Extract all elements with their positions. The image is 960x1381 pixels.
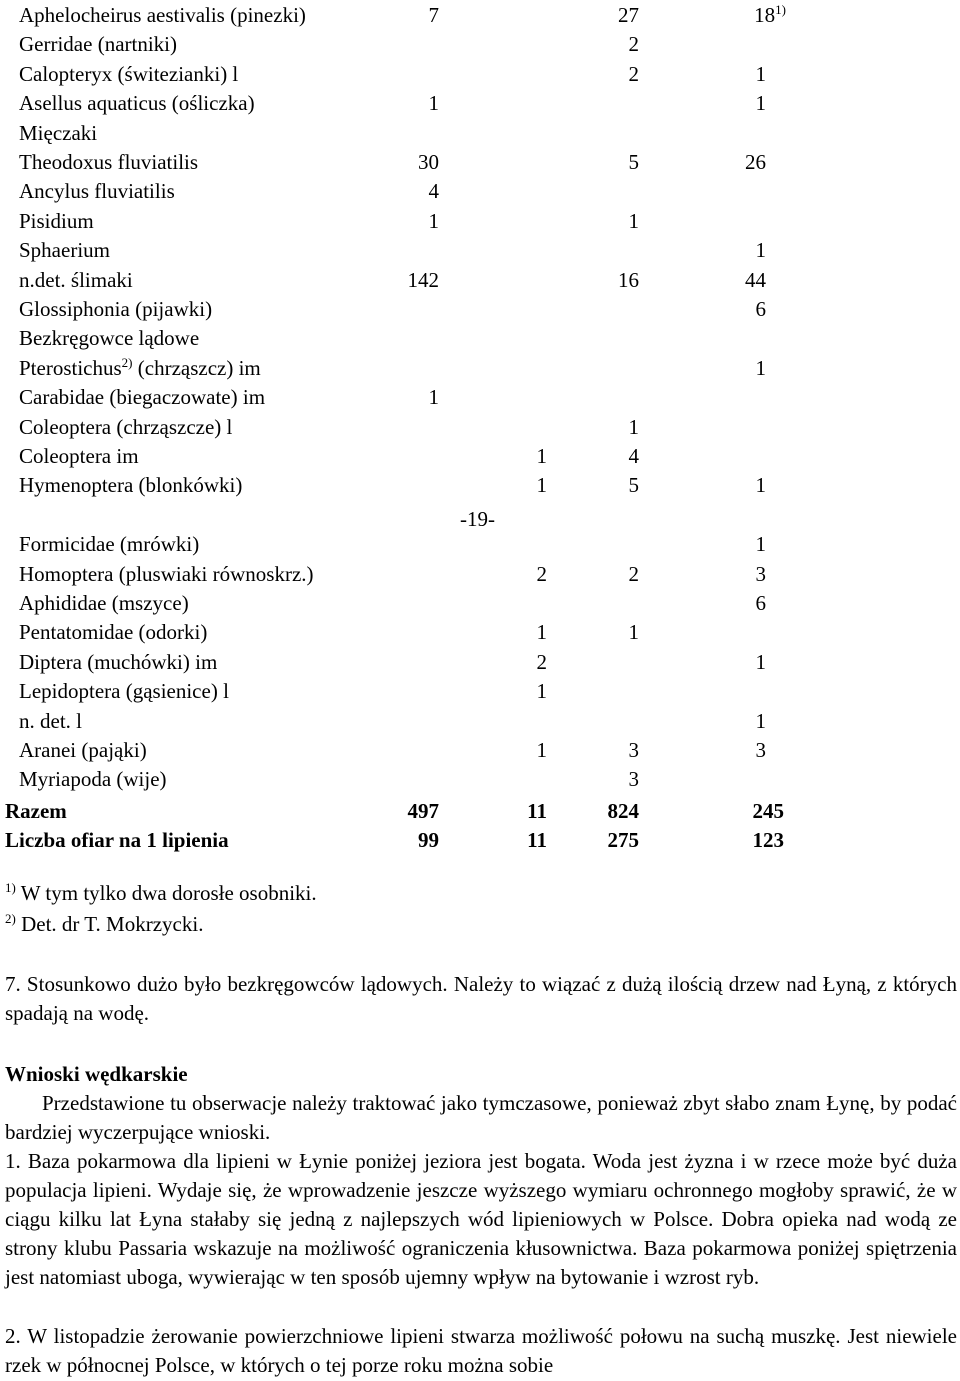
row-value-c1: 99 [418,828,439,852]
footnote-mark: 1) [775,2,786,17]
table-row [0,177,960,206]
row-value-c3: 2 [628,32,639,57]
table-row [0,60,960,89]
total-row [0,797,960,826]
row-value-c2: 2 [536,561,547,586]
row-label-text: Pterostichus [19,355,122,380]
row-value-c4: 1 [755,532,766,557]
row-value-c3: 3 [628,738,639,762]
row-label: Bezkręgowce lądowe [19,326,200,351]
row-label: Asellus aquaticus (ośliczka) [19,91,255,116]
row-label-text: (chrząszcz) im [132,355,261,380]
row-label: Glossiphonia (pijawki) [19,297,213,321]
point-2-paragraph: 2. W listopadzie żerowanie powierzchniowe lipieni stwarza możliwość połowu na suchą muszkę. Jest niewiele rzek w północnej Polsce, w których o tej porze roku można sobie [5,1324,957,1377]
row-value-c2: 2 [536,649,547,674]
row-label: Coleoptera (chrząszcze) l [19,414,233,439]
row-label: n. det. l [19,708,82,733]
table-row [0,148,960,177]
table-row [0,354,960,383]
row-value-c3: 4 [628,444,639,468]
row-value-c3: 5 [628,150,639,174]
row-value-c1: 30 [418,150,439,174]
row-value-c3: 1 [628,620,639,645]
row-label: Liczba ofiar na 1 lipienia [5,828,229,852]
table-row [0,530,960,559]
table-row [0,707,960,736]
row-label: n.det. ślimaki [19,267,133,292]
row-value-c2: 1 [536,738,547,762]
row-value-c4: 26 [745,150,766,174]
intro-paragraph: Przedstawione tu obserwacje należy traktować jako tymczasowe, ponieważ zbyt słabo znam Łynę, by podać bardziej wyczerpujące wnioski. [5,1091,957,1144]
row-value-c3: 275 [607,828,639,852]
section-heading: Wnioski wędkarskie [5,1062,188,1086]
row-label: Carabidae (biegaczowate) im [19,385,266,410]
table-row [0,119,960,148]
row-value-c2: 1 [536,473,547,498]
row-label: Homoptera (pluswiaki równoskrz.) [19,561,314,586]
row-label: Razem [5,799,67,823]
row-value-c4: 1 [755,91,766,116]
page-number: -19- [460,507,495,531]
row-value-c4: 1 [755,708,766,733]
row-label: Gerridae (nartniki) [19,32,178,57]
row-value-c2: 11 [527,799,547,823]
row-value-c3: 1 [628,208,639,233]
table-row [0,471,960,500]
row-value-c1: 1 [428,385,439,410]
table-row [0,89,960,118]
row-label: Diptera (muchówki) im [19,649,218,674]
row-value-c1: 4 [428,179,439,204]
row-value-c1: 7 [428,3,439,27]
row-value-c2: 11 [527,828,547,852]
row-label: Lepidoptera (gąsienice) l [19,679,229,704]
table-row [0,589,960,618]
table-row [0,560,960,589]
row-value-c2: 1 [536,620,547,645]
table-row [0,207,960,236]
table-row [0,383,960,412]
row-value-c3: 2 [628,61,639,86]
row-value-c4: 3 [755,738,766,762]
row-label: Myriapoda (wije) [19,767,167,792]
row-label: Aphididae (mszyce) [19,591,189,615]
row-value-c2: 1 [536,679,547,704]
row-value-c4: 123 [752,828,784,852]
table-row [0,30,960,59]
row-value-c3: 3 [628,767,639,792]
table-row [0,736,960,765]
table-row [0,677,960,706]
row-value: 18 [754,3,776,27]
row-label [19,354,261,383]
row-value-c4: 6 [755,591,766,615]
footnote-mark: 2) [121,354,133,370]
row-value-c3: 27 [618,3,639,27]
row-value-c4: 1 [755,238,766,263]
row-value-c3: 2 [628,561,639,586]
row-value-c1: 497 [407,799,439,823]
footnote-mark: 2) [5,911,16,926]
row-value-c1: 142 [407,267,439,292]
row-value-c4: 3 [755,561,766,586]
row-value-c4: 44 [745,267,766,292]
table-row [0,1,960,30]
row-value-c4: 1 [755,61,766,86]
row-value-c4: 1 [755,355,766,380]
table-row [0,266,960,295]
row-value-c4 [754,1,786,30]
row-label: Coleoptera im [19,444,139,468]
table-row [0,765,960,794]
row-label: Aranei (pająki) [19,738,147,762]
row-value-c4: 1 [755,473,766,498]
row-label: Calopteryx (świtezianki) l [19,61,239,86]
row-label: Aphelocheirus aestivalis (pinezki) [19,3,306,27]
row-value-c3: 16 [618,267,639,292]
row-value-c3: 5 [628,473,639,498]
footnote-text: Det. dr T. Mokrzycki. [15,912,204,936]
row-label: Mięczaki [19,120,98,145]
table-row [0,295,960,324]
row-label: Sphaerium [19,238,110,263]
row-label: Pisidium [19,208,94,233]
table-row [0,648,960,677]
table-row [0,236,960,265]
table-row [0,618,960,647]
table-row [0,324,960,353]
row-label: Formicidae (mrówki) [19,532,200,557]
row-label: Theodoxus fluviatilis [19,150,199,174]
footnote-text: W tym tylko dwa dorosłe osobniki. [15,881,317,905]
row-value-c4: 1 [755,649,766,674]
row-label: Pentatomidae (odorki) [19,620,208,645]
row-label: Ancylus fluviatilis [19,179,175,204]
row-label: Hymenoptera (blonkówki) [19,473,243,498]
row-value-c4: 6 [755,297,766,321]
row-value-c3: 1 [628,414,639,439]
point-1-paragraph: 1. Baza pokarmowa dla lipieni w Łynie poniżej jeziora jest bogata. Woda jest żyzna i w rzece może być duża populacja lipieni. Wydaje się, że wprowadzenie jeszcze wyższego wymiaru ochronnego mogłoby sprawić, że w ciągu kilku lat Łyna stałaby się jedną z najlepszych wód lipieniowych w Polsce. Dobra opieka nad wodą ze strony klubu Passaria wskazuje na możliwość ograniczenia kłusownictwa. Baza pokarmowa poniżej spiętrzenia jest natomiast uboga, wywierając w ten sposób ujemny wpływ na bytowanie i wzrost ryb. [5,1149,957,1289]
row-value-c1: 1 [428,208,439,233]
row-value-c2: 1 [536,444,547,468]
footnote-1 [5,879,317,908]
footnote-2 [5,910,203,939]
row-value-c3: 824 [607,799,639,823]
per-fish-row [0,826,960,855]
row-value-c1: 1 [428,91,439,116]
table-row [0,413,960,442]
paragraph-7: 7. Stosunkowo dużo było bezkręgowców lądowych. Należy to wiązać z dużą ilością drzew nad Łyną, z których spadają na wodę. [5,972,957,1025]
footnote-mark: 1) [5,880,16,895]
table-row [0,442,960,471]
row-value-c4: 245 [752,799,784,823]
